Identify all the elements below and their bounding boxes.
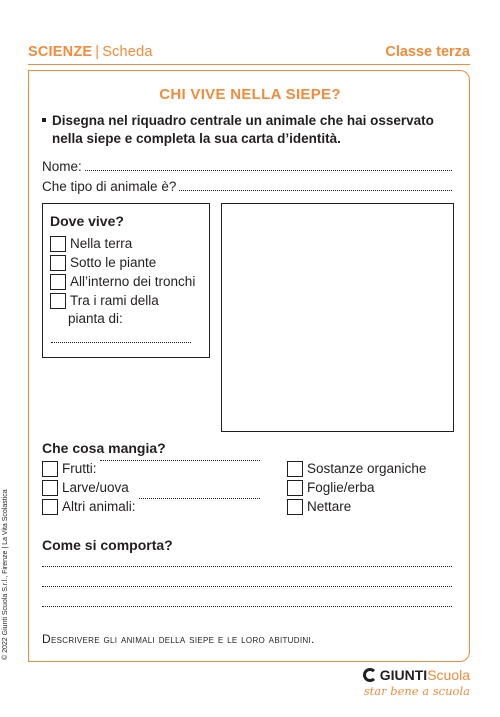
behave-dotted-line-2[interactable] [42, 586, 452, 587]
subject-label: SCIENZE [28, 44, 93, 60]
sheet-type-label: Scheda [102, 44, 153, 60]
option-label: Nettare [307, 499, 352, 514]
where-option-trunks[interactable] [50, 273, 195, 291]
checkbox[interactable] [287, 480, 303, 496]
option-label: Nella terra [70, 236, 133, 251]
name-field[interactable] [42, 156, 452, 174]
animal-type-label: Che tipo di animale è? [42, 179, 177, 194]
footer-caption: Descrivere gli animali della siepe e le loro abitudini. [42, 632, 315, 646]
option-label: pianta di: [68, 311, 123, 326]
animal-type-field[interactable] [42, 176, 452, 194]
logo-brand-scuola: Scuola [427, 667, 470, 683]
checkbox[interactable] [50, 274, 66, 290]
checkbox[interactable] [50, 293, 66, 309]
subject-header [28, 44, 153, 60]
where-dotted-line[interactable] [51, 342, 191, 343]
logo-brand: GIUNTI [379, 667, 428, 683]
checkbox[interactable] [50, 236, 66, 252]
drawing-area[interactable] [221, 203, 454, 432]
eat-option-larvae[interactable] [42, 479, 129, 497]
instruction [42, 112, 452, 148]
logo-tagline: star bene a scuola [363, 684, 470, 698]
eat-option-nectar[interactable] [287, 498, 351, 516]
checkbox[interactable] [50, 255, 66, 271]
where-title: Dove vive? [50, 213, 124, 229]
eat-option-leaves[interactable] [287, 479, 375, 497]
copyright-text: © 2022 Giunti Scuola S.r.l., Firenze | La Vita Scolastica [2, 489, 9, 660]
class-label: Classe terza [385, 44, 470, 60]
where-option-branches[interactable] [50, 292, 159, 310]
option-label: Tra i rami della [70, 293, 159, 308]
fruits-dotted-line[interactable] [100, 460, 260, 461]
logo-wordmark [363, 667, 470, 683]
option-label: Altri animali: [62, 499, 136, 514]
where-box [42, 203, 210, 358]
where-option-branches-cont [68, 310, 123, 328]
name-label: Nome: [42, 159, 82, 174]
behave-dotted-line-1[interactable] [42, 566, 452, 567]
header-divider [28, 64, 470, 65]
option-label: Frutti: [62, 461, 97, 476]
checkbox[interactable] [287, 499, 303, 515]
checkbox[interactable] [287, 461, 303, 477]
option-label: All’interno dei tronchi [70, 274, 196, 289]
option-label: Larve/uova [62, 480, 129, 495]
animal-type-dotted-line[interactable] [179, 190, 452, 191]
publisher-logo [363, 667, 470, 698]
where-option-under-plants[interactable] [50, 254, 156, 272]
option-label: Foglie/erba [307, 480, 375, 495]
bullet-icon [42, 118, 46, 122]
page-title: CHI VIVE NELLA SIEPE? [159, 86, 341, 103]
giunti-g-icon [363, 668, 377, 682]
name-dotted-line[interactable] [85, 170, 452, 171]
option-label: Sostanze organiche [307, 461, 427, 476]
eat-option-fruits[interactable] [42, 460, 260, 478]
checkbox[interactable] [42, 461, 58, 477]
behave-dotted-line-3[interactable] [42, 606, 452, 607]
where-option-earth[interactable] [50, 235, 132, 253]
instruction-text: Disegna nel riquadro centrale un animale che hai osservato nella siepe e completa la sua carta d’identità. [52, 113, 434, 146]
option-label: Sotto le piante [70, 255, 157, 270]
checkbox[interactable] [42, 480, 58, 496]
checkbox[interactable] [42, 499, 58, 515]
other-animals-dotted-line[interactable] [139, 498, 260, 499]
header-separator: | [95, 44, 100, 60]
eat-option-other-animals[interactable] [42, 498, 260, 516]
behave-title: Come si comporta? [42, 537, 173, 553]
eat-title: Che cosa mangia? [42, 440, 166, 456]
eat-option-organic[interactable] [287, 460, 426, 478]
